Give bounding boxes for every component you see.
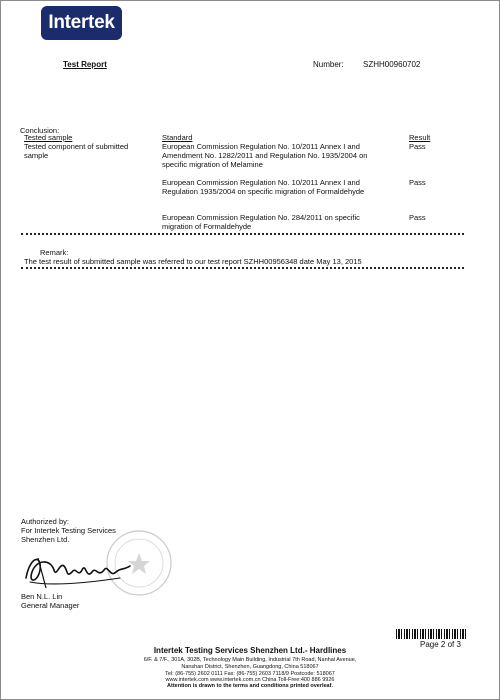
result-row-2: Pass bbox=[409, 178, 426, 187]
divider-dotted bbox=[21, 233, 464, 235]
footer-web-line: www.intertek.com www.intertek.com.cn China Toll-Free:400 886 9926 bbox=[165, 677, 335, 683]
signatory-name: Ben N.L. Lin bbox=[21, 592, 63, 601]
standard-row-2: European Commission Regulation No. 10/2011 Annex I and Regulation 1935/2004 on specific migration of Formaldehyde bbox=[162, 178, 365, 196]
signature bbox=[20, 548, 140, 592]
report-number-label: Number: bbox=[313, 60, 344, 69]
remark-text: The test result of submitted sample was referred to our test report SZHH00956348 date May 13, 2015 bbox=[24, 257, 362, 266]
footer-notice: Attention is drawn to the terms and conditions printed overleaf. bbox=[167, 683, 333, 689]
footer-address-line2: Nanshan District, Shenzhen, Guangdong, China 518067 bbox=[181, 664, 319, 670]
tested-sample-text: Tested component of submitted sample bbox=[24, 142, 129, 160]
authorized-by-label: Authorized by: bbox=[21, 517, 69, 526]
report-title: Test Report bbox=[63, 60, 107, 69]
remark-label: Remark: bbox=[40, 248, 69, 257]
column-header-sample: Tested sample bbox=[24, 133, 73, 142]
standard-row-1: European Commission Regulation No. 10/2011 Annex I and Amendment No. 1282/2011 and Regulation No. 1935/2004 on specific migration of Melamine bbox=[162, 142, 368, 169]
authorized-company-line2: Shenzhen Ltd. bbox=[21, 535, 70, 544]
footer-company-name: Intertek Testing Services Shenzhen Ltd.- Hardlines bbox=[153, 646, 347, 655]
authorized-company-line1: For Intertek Testing Services bbox=[21, 526, 116, 535]
footer-contact-line: Tel: (86-755) 2602 0111 Fax: (86-755) 2603 7118/9 Postcode: 518067 bbox=[165, 671, 335, 677]
report-number-value: SZHH00960702 bbox=[363, 60, 421, 69]
intertek-logo: Intertek bbox=[41, 6, 122, 40]
result-row-3: Pass bbox=[409, 213, 426, 222]
standard-row-3: European Commission Regulation No. 284/2011 on specific migration of Formaldehyde bbox=[162, 213, 360, 231]
result-row-1: Pass bbox=[409, 142, 426, 151]
column-header-result: Result bbox=[409, 133, 431, 142]
divider-dotted bbox=[21, 267, 464, 269]
footer-address-line1: 6/F. & 7/F., 301A, 302B, Technology Main Building, Industrial 7th Road, Nanhai Avenue, bbox=[143, 657, 357, 663]
conclusion-label: Conclusion: bbox=[20, 126, 60, 135]
barcode bbox=[396, 629, 466, 639]
page-number: Page 2 of 3 bbox=[420, 640, 461, 649]
column-header-standard: Standard bbox=[162, 133, 193, 142]
signatory-title: General Manager bbox=[21, 601, 80, 610]
